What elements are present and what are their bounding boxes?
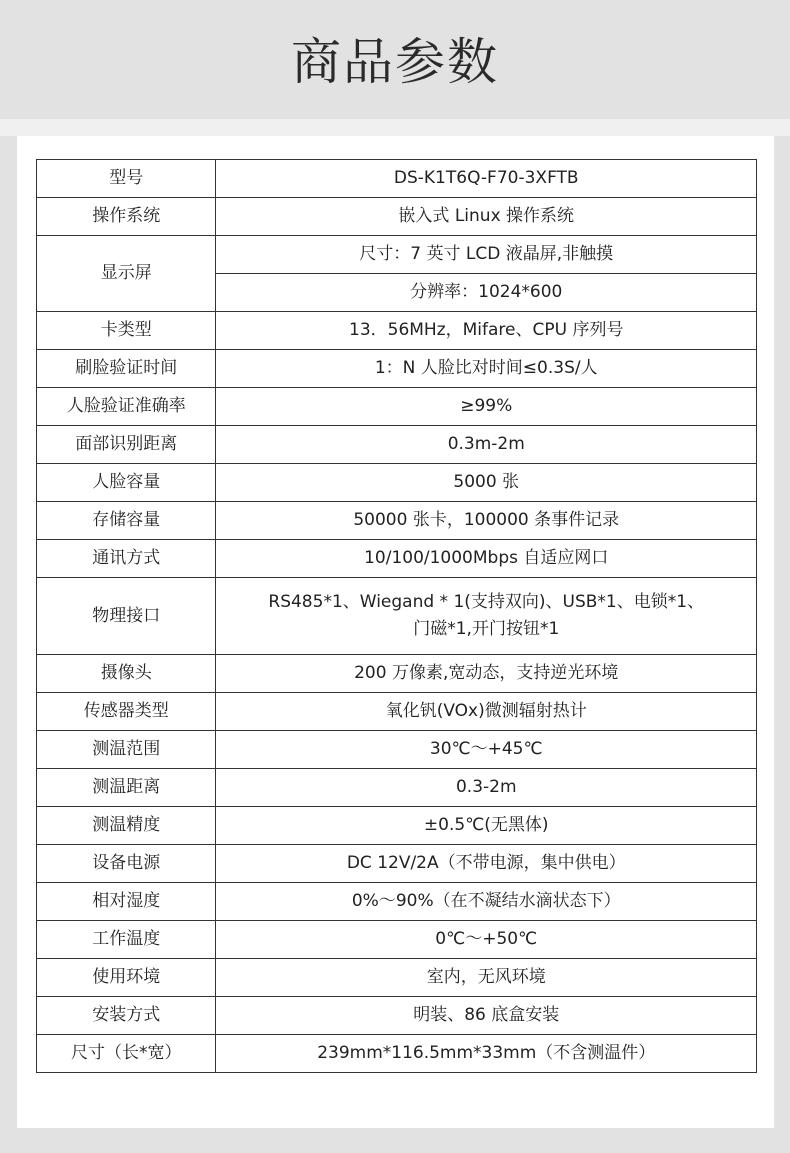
table-row — [37, 655, 757, 693]
spec-value: 室内，无风环境 — [216, 959, 757, 997]
table-row — [37, 236, 757, 274]
spec-label: 设备电源 — [37, 845, 216, 883]
spec-label: 使用环境 — [37, 959, 216, 997]
spec-label: 操作系统 — [37, 198, 216, 236]
spec-label: 显示屏 — [37, 236, 216, 312]
table-row — [37, 959, 757, 997]
spec-value: ≥99% — [216, 388, 757, 426]
table-row — [37, 1035, 757, 1073]
table-row — [37, 388, 757, 426]
spec-label: 工作温度 — [37, 921, 216, 959]
table-row — [37, 997, 757, 1035]
table-row — [37, 731, 757, 769]
spec-value: 氧化钒(VOx)微测辐射热计 — [216, 693, 757, 731]
spec-value: 13．56MHz，Mifare、CPU 序列号 — [216, 312, 757, 350]
spec-value: ±0.5℃(无黑体) — [216, 807, 757, 845]
spec-label: 人脸容量 — [37, 464, 216, 502]
table-row — [37, 426, 757, 464]
page-title: 商品参数 — [291, 32, 499, 91]
spec-value: 0%～90%（在不凝结水滴状态下） — [216, 883, 757, 921]
spec-label: 通讯方式 — [37, 540, 216, 578]
spec-label: 尺寸（长*宽） — [37, 1035, 216, 1073]
spec-value: 尺寸：7 英寸 LCD 液晶屏,非触摸 — [216, 236, 757, 274]
spec-label: 型号 — [37, 160, 216, 198]
spec-value: 239mm*116.5mm*33mm（不含测温件） — [216, 1035, 757, 1073]
spec-value: 分辨率：1024*600 — [216, 274, 757, 312]
spec-label: 刷脸验证时间 — [37, 350, 216, 388]
spec-label: 测温距离 — [37, 769, 216, 807]
table-row — [37, 502, 757, 540]
table-row — [37, 693, 757, 731]
page-header — [0, 0, 790, 119]
spec-label: 人脸验证准确率 — [37, 388, 216, 426]
spec-value: DC 12V/2A（不带电源，集中供电） — [216, 845, 757, 883]
table-row — [37, 160, 757, 198]
spec-label: 摄像头 — [37, 655, 216, 693]
spec-label: 卡类型 — [37, 312, 216, 350]
table-row — [37, 769, 757, 807]
header-divider — [0, 119, 790, 136]
spec-card — [17, 136, 774, 1128]
spec-label: 测温范围 — [37, 731, 216, 769]
table-row — [37, 464, 757, 502]
spec-value: DS-K1T6Q-F70-3XFTB — [216, 160, 757, 198]
table-row — [37, 921, 757, 959]
spec-label: 面部识别距离 — [37, 426, 216, 464]
spec-label: 相对湿度 — [37, 883, 216, 921]
spec-label: 存储容量 — [37, 502, 216, 540]
spec-label: 物理接口 — [37, 578, 216, 655]
spec-value: 1：N 人脸比对时间≤0.3S/人 — [216, 350, 757, 388]
spec-value — [216, 578, 757, 655]
spec-label: 安装方式 — [37, 997, 216, 1035]
table-row — [37, 540, 757, 578]
table-row — [37, 845, 757, 883]
spec-value-line: RS485*1、Wiegand * 1(支持双向)、USB*1、电锁*1、 — [268, 592, 705, 612]
spec-value: 5000 张 — [216, 464, 757, 502]
spec-value: 明装、86 底盒安装 — [216, 997, 757, 1035]
spec-value: 30℃～+45℃ — [216, 731, 757, 769]
spec-value: 50000 张卡，100000 条事件记录 — [216, 502, 757, 540]
spec-label: 测温精度 — [37, 807, 216, 845]
table-row — [37, 578, 757, 655]
table-row — [37, 883, 757, 921]
spec-value: 0℃～+50℃ — [216, 921, 757, 959]
table-row — [37, 312, 757, 350]
spec-value: 0.3-2m — [216, 769, 757, 807]
spec-table — [36, 159, 757, 1073]
spec-value: 200 万像素,宽动态，支持逆光环境 — [216, 655, 757, 693]
table-row — [37, 807, 757, 845]
spec-value: 10/100/1000Mbps 自适应网口 — [216, 540, 757, 578]
table-row — [37, 198, 757, 236]
spec-value: 嵌入式 Linux 操作系统 — [216, 198, 757, 236]
spec-label: 传感器类型 — [37, 693, 216, 731]
spec-value: 0.3m-2m — [216, 426, 757, 464]
spec-value-line: 门磁*1,开门按钮*1 — [413, 619, 560, 639]
table-row — [37, 350, 757, 388]
